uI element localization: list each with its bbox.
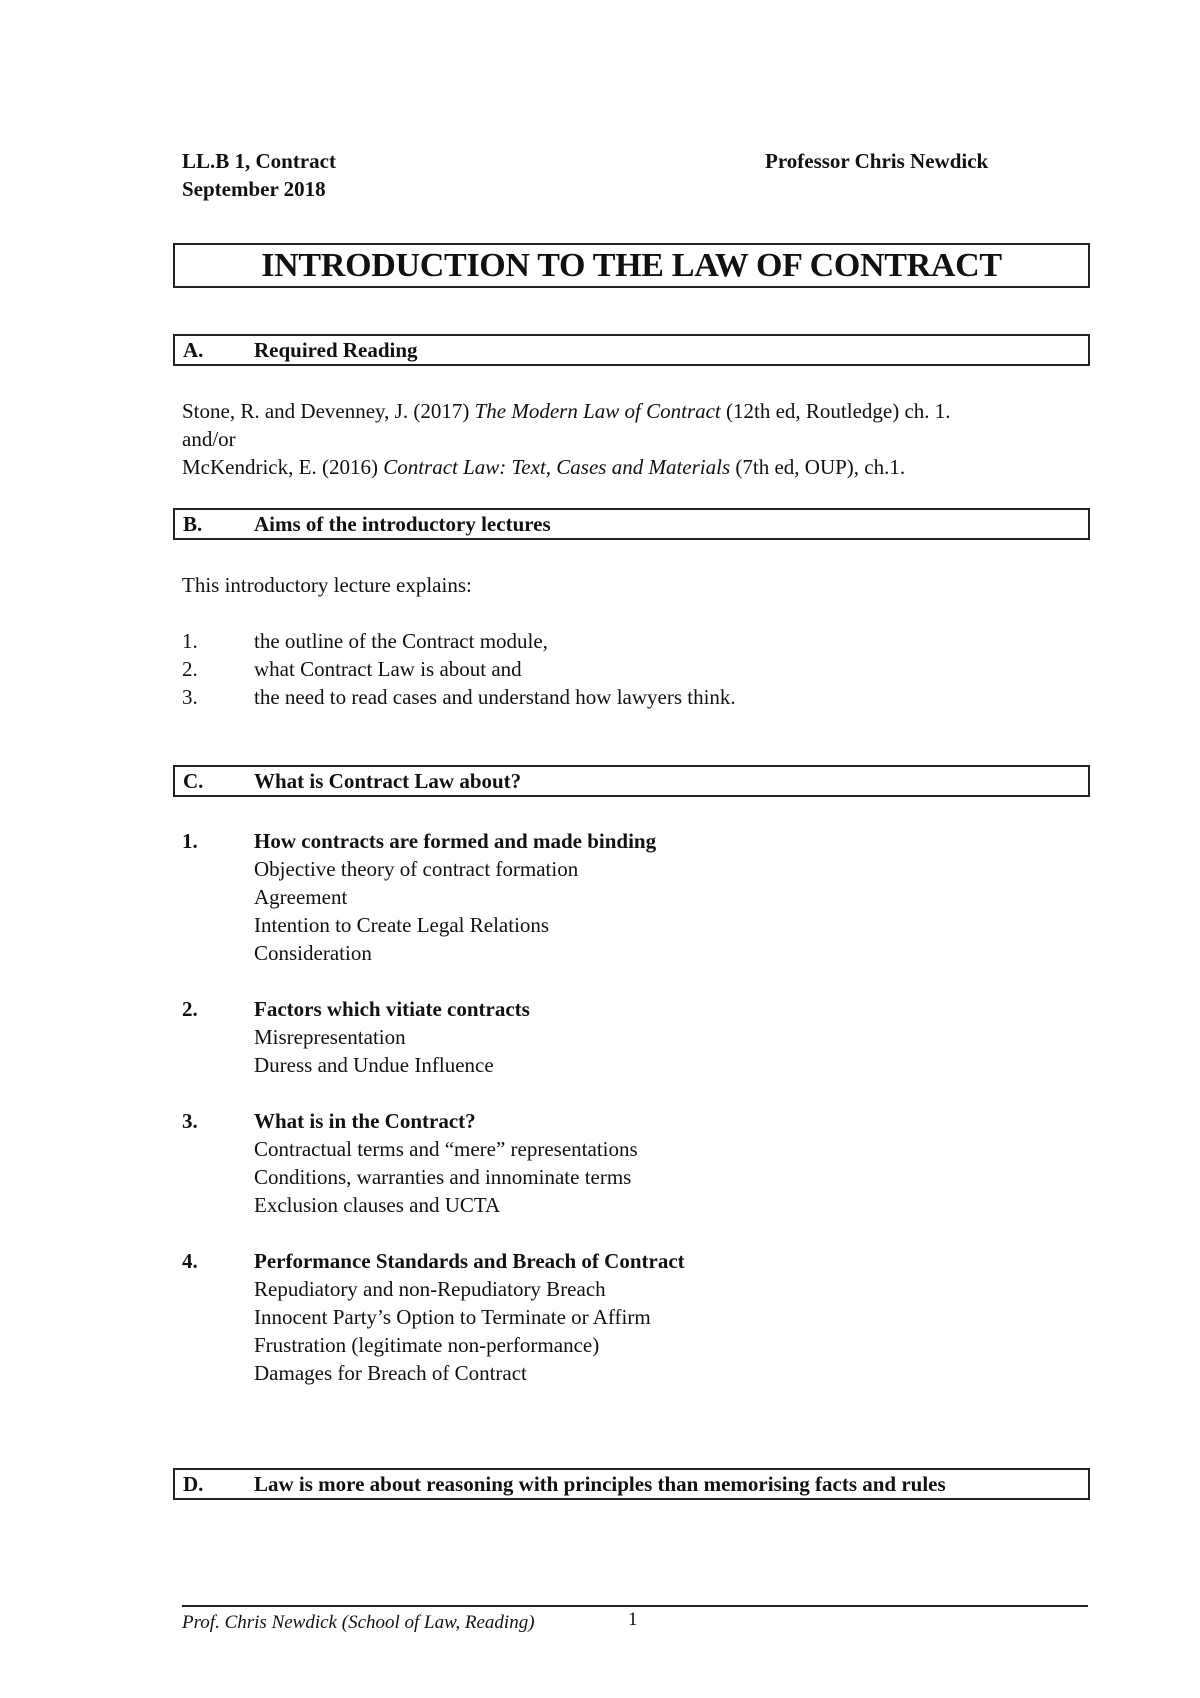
section-title: What is Contract Law about?	[254, 769, 522, 793]
document-title-text: INTRODUCTION TO THE LAW OF CONTRACT	[261, 246, 1002, 284]
ref-details: (7th ed, OUP), ch.1.	[730, 455, 906, 479]
topic-item: Misrepresentation	[254, 1025, 406, 1049]
ref-author: McKendrick, E. (2016)	[182, 455, 384, 479]
section-letter: D.	[183, 1472, 204, 1496]
topic-heading: Performance Standards and Breach of Contract	[254, 1249, 685, 1273]
reading-ref-2	[182, 453, 905, 481]
header-left	[182, 147, 336, 203]
reading-ref-1	[182, 397, 951, 425]
page-number: 1	[628, 1609, 638, 1630]
topic-item: Repudiatory and non-Repudiatory Breach	[254, 1277, 606, 1301]
course-label: LL.B 1, Contract	[182, 149, 336, 173]
ref-details: (12th ed, Routledge) ch. 1.	[720, 399, 951, 423]
ref-book-title: The Modern Law of Contract	[474, 399, 721, 423]
topic-item: Conditions, warranties and innominate terms	[254, 1165, 632, 1189]
topic-item: Intention to Create Legal Relations	[254, 913, 550, 937]
topic-number: 2.	[182, 997, 198, 1021]
topic-item: Exclusion clauses and UCTA	[254, 1193, 501, 1217]
topic-item: Consideration	[254, 941, 372, 965]
topic-number: 1.	[182, 829, 198, 853]
aim-number: 3.	[182, 685, 198, 709]
topic-item: Innocent Party’s Option to Terminate or Affirm	[254, 1305, 651, 1329]
topic-heading: What is in the Contract?	[254, 1109, 476, 1133]
section-title: Required Reading	[254, 338, 418, 362]
author-label: Professor Chris Newdick	[765, 149, 989, 173]
aim-text: the outline of the Contract module,	[254, 629, 548, 653]
section-b-heading	[173, 508, 1090, 540]
date-label: September 2018	[182, 177, 326, 201]
aim-text: what Contract Law is about and	[254, 657, 522, 681]
topic-item: Damages for Breach of Contract	[254, 1361, 527, 1385]
aim-number: 1.	[182, 629, 198, 653]
section-title: Law is more about reasoning with principles than memorising facts and rules	[254, 1472, 946, 1496]
topic-item: Agreement	[254, 885, 348, 909]
topic-number: 4.	[182, 1249, 198, 1273]
topic-item: Contractual terms and “mere” representations	[254, 1137, 638, 1161]
section-a-heading	[173, 334, 1090, 366]
section-letter: A.	[183, 338, 204, 362]
aims-intro: This introductory lecture explains:	[182, 573, 472, 597]
section-c-heading	[173, 765, 1090, 797]
reading-andor: and/or	[182, 427, 236, 451]
topic-heading: Factors which vitiate contracts	[254, 997, 530, 1021]
ref-book-title: Contract Law: Text, Cases and Materials	[383, 455, 731, 479]
topic-heading: How contracts are formed and made binding	[254, 829, 657, 853]
section-title: Aims of the introductory lectures	[254, 512, 551, 536]
aim-number: 2.	[182, 657, 198, 681]
document-title	[173, 243, 1090, 288]
footer-text: Prof. Chris Newdick (School of Law, Reading)	[182, 1612, 535, 1633]
ref-author: Stone, R. and Devenney, J. (2017)	[182, 399, 475, 423]
topic-number: 3.	[182, 1109, 198, 1133]
section-letter: C.	[183, 769, 204, 793]
section-d-heading	[173, 1468, 1090, 1500]
topic-item: Duress and Undue Influence	[254, 1053, 494, 1077]
topic-item: Objective theory of contract formation	[254, 857, 579, 881]
aim-text: the need to read cases and understand how lawyers think.	[254, 685, 736, 709]
section-letter: B.	[183, 512, 203, 536]
topic-item: Frustration (legitimate non-performance)	[254, 1333, 600, 1357]
